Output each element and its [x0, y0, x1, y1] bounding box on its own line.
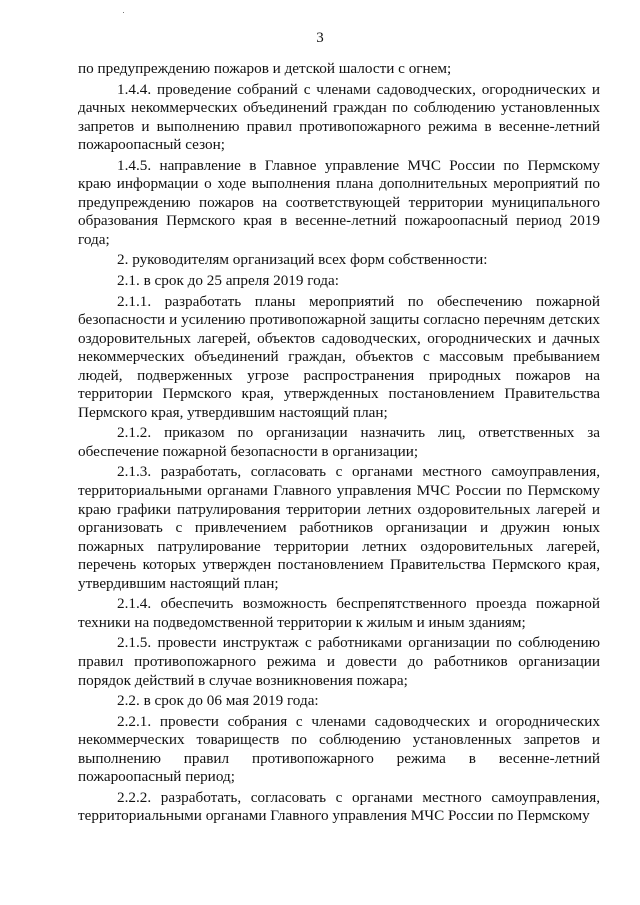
- document-paragraph: 2.1.2. приказом по организации назначить лиц, ответственных за обеспечение пожарной безопасности в организации;: [78, 424, 600, 460]
- scan-speck: [123, 12, 124, 13]
- document-paragraph: 2.1. в срок до 25 апреля 2019 года:: [117, 272, 339, 290]
- document-paragraph: 1.4.5. направление в Главное управление МЧС России по Пермскому краю информации о ходе выполнения плана дополнительных мероприятий по предупреждению пожаров на соответствующей территории муниципального образования Пермского края в весенне-летний пожароопасный период 2019 года;: [78, 156, 600, 248]
- document-paragraph: 1.4.4. проведение собраний с членами садоводческих, огороднических и дачных некоммерческих объединений граждан по соблюдению установленных запретов и выполнению правил противопожарного режима в весенне-летний пожароопасный сезон;: [78, 80, 600, 154]
- document-paragraph: 2.1.4. обеспечить возможность беспрепятственного проезда пожарной техники на подведомственной территории к жилым и иным зданиям;: [78, 595, 600, 631]
- document-paragraph: по предупреждению пожаров и детской шалости с огнем;: [78, 60, 452, 77]
- document-paragraph: 2.1.3. разработать, согласовать с органами местного самоуправления, территориальными органами Главного управления МЧС России по Пермскому краю графики патрулирования территории летних оздоровительных лагерей и организовать с привлечением работников организации и дружин юных пожарных патрулирование территории летних оздоровительных лагерей, перечень которых утвержден постановлением Правительства Пермского края, утвердившим настоящий план;: [78, 463, 600, 592]
- document-paragraph: 2.1.1. разработать планы мероприятий по обеспечению пожарной безопасности и усилению противопожарной защиты согласно перечням детских оздоровительных лагерей, объектов садоводческих, огороднических и дачных некоммерческих объединений граждан, объектов с массовым пребыванием людей, подверженных угрозе распространения природных пожаров на территории Пермского края, утвержденных постановлением Правительства Пермского края, утвердившим настоящий план;: [78, 292, 600, 421]
- document-paragraph: 2.2. в срок до 06 мая 2019 года:: [117, 692, 319, 710]
- document-paragraph: 2. руководителям организаций всех форм собственности:: [117, 251, 488, 269]
- document-paragraph: 2.2.1. провести собрания с членами садоводческих и огороднических некоммерческих товариществ по соблюдению установленных запретов и выполнению правил противопожарного режима в весенне-летний пожароопасный период;: [78, 712, 600, 786]
- document-body: [78, 60, 600, 828]
- page-number: 3: [316, 30, 324, 46]
- document-paragraph: 2.2.2. разработать, согласовать с органами местного самоуправления, территориальными органами Главного управления МЧС России по Пермскому: [78, 788, 600, 825]
- document-paragraph: 2.1.5. провести инструктаж с работниками организации по соблюдению правил противопожарного режима и довести до работников организации порядок действий в случае возникновения пожара;: [78, 634, 600, 689]
